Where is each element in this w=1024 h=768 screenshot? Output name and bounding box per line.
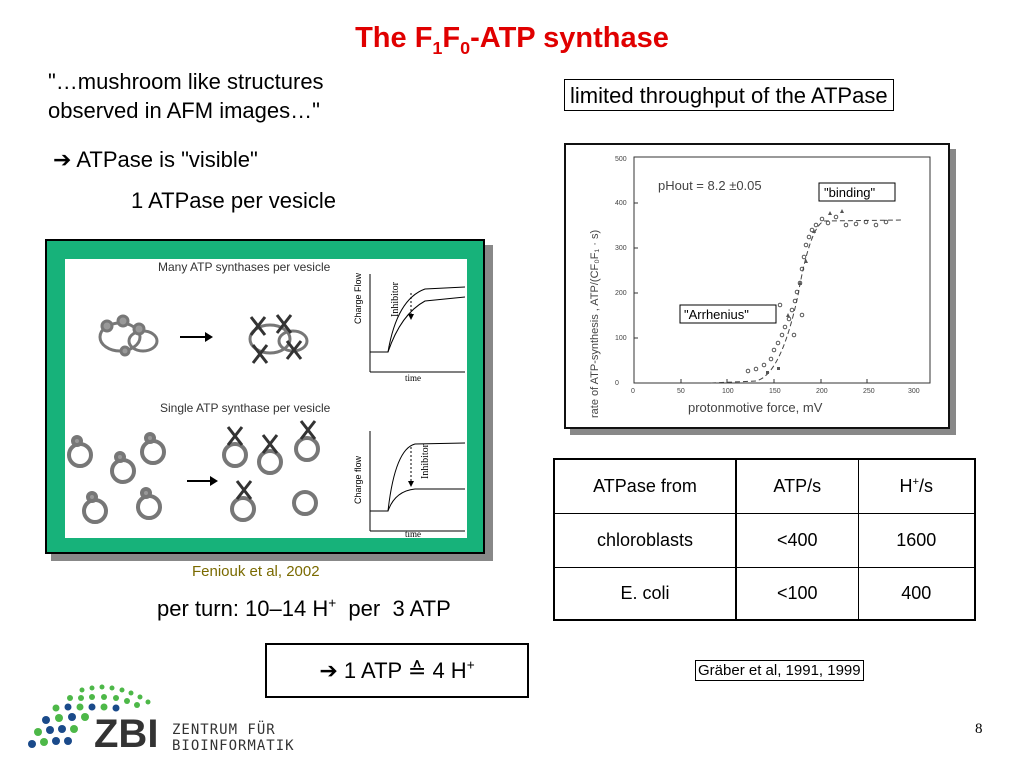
inhibitor-label-top: Inhibitor	[390, 282, 401, 317]
quote-line-1: "…mushroom like structures	[48, 69, 324, 94]
citation-graeber: Gräber et al, 1991, 1999	[695, 660, 864, 681]
x-tick: 250	[863, 388, 875, 395]
logo-zbi-text: ZBI	[94, 712, 159, 756]
arrow-right-icon	[180, 332, 213, 342]
ph-annotation: pHout = 8.2 ±0.05	[658, 178, 762, 193]
y-tick: 100	[615, 335, 627, 342]
citation-feniouk: Feniouk et al, 2002	[192, 563, 320, 580]
zbi-logo	[20, 680, 310, 760]
charge-flow-chart-top	[353, 272, 465, 383]
table-cell: <100	[736, 567, 858, 620]
bullet-sub-text: 1 ATPase per vesicle	[131, 188, 337, 213]
table-cell: <400	[736, 513, 858, 567]
per-turn-statement: per turn: 10–14 H+ per 3 ATP	[157, 595, 451, 621]
result-text: 1 ATP ≙ 4 H	[337, 658, 467, 683]
arrow-right-icon	[187, 476, 218, 486]
vesicle-many-inhibited-icon	[250, 315, 307, 363]
charge-flow-chart-bottom	[353, 431, 465, 538]
x-tick: 300	[908, 388, 920, 395]
arrow-icon: ➔	[319, 658, 338, 683]
bullet-text: ATPase is "visible"	[71, 147, 258, 172]
x-label-time-bottom: time	[405, 529, 421, 538]
table-header-cell: H+/s	[858, 459, 975, 513]
label-binding: "binding"	[824, 185, 876, 200]
y-tick: 400	[615, 200, 627, 207]
vesicle-many-icon	[100, 316, 157, 355]
table-cell: 1600	[858, 513, 975, 567]
x-label-time-top: time	[405, 373, 421, 383]
label-arrhenius: "Arrhenius"	[684, 307, 749, 322]
throughput-label: limited throughput of the ATPase	[564, 79, 894, 111]
y-tick: 0	[615, 380, 619, 387]
result-box: ➔ 1 ATP ≙ 4 H+	[265, 643, 529, 698]
x-tick: 150	[769, 388, 781, 395]
table-row	[554, 567, 975, 620]
table-row	[554, 513, 975, 567]
table-cell: chloroblasts	[554, 513, 736, 567]
x-tick: 50	[677, 388, 685, 395]
x-axis-label: protonmotive force, mV	[688, 400, 823, 415]
table-header-cell: ATP/s	[736, 459, 858, 513]
quote-line-2: observed in AFM images…"	[48, 98, 320, 123]
arrow-icon: ➔	[53, 147, 72, 172]
x-tick: 0	[631, 388, 635, 395]
atpase-rate-table	[553, 458, 976, 621]
slide-title: The $F_1F_0$-ATP synthase	[355, 22, 669, 58]
y-tick: 200	[615, 290, 627, 297]
table-cell: E. coli	[554, 567, 736, 620]
fit-curve	[711, 220, 901, 383]
vesicle-single-inhibited-group-icon	[224, 421, 318, 520]
data-points-filled	[766, 209, 844, 374]
bullet-atpase-visible	[53, 147, 258, 173]
table-header-cell: ATPase from	[554, 459, 736, 513]
afm-quote	[48, 67, 324, 125]
page-number: 8	[975, 721, 983, 737]
x-tick: 200	[816, 388, 828, 395]
y-tick: 500	[615, 156, 627, 163]
vesicle-single-group-icon	[69, 434, 164, 522]
heading-many-synthases: Many ATP synthases per vesicle	[158, 260, 331, 274]
y-label-charge-flow-bottom: Charge flow	[353, 455, 363, 504]
x-tick: 100	[722, 388, 734, 395]
table-cell: 400	[858, 567, 975, 620]
figure-left-diagram	[65, 259, 467, 538]
table-header-row	[554, 459, 975, 513]
y-tick: 300	[615, 245, 627, 252]
logo-line-1: ZENTRUM FÜR	[172, 722, 276, 738]
logo-line-2: BIOINFORMATIK	[172, 738, 295, 754]
y-label-charge-flow-top: Charge Flow	[353, 272, 363, 324]
inhibitor-label-bottom: Inhibitor	[420, 444, 431, 479]
data-points	[746, 215, 888, 373]
heading-single-synthase: Single ATP synthase per vesicle	[160, 401, 331, 415]
y-axis-label: rate of ATP-synthesis , ATP/(CF₀F₁ · s)	[589, 229, 601, 418]
atp-rate-graph	[566, 145, 948, 427]
